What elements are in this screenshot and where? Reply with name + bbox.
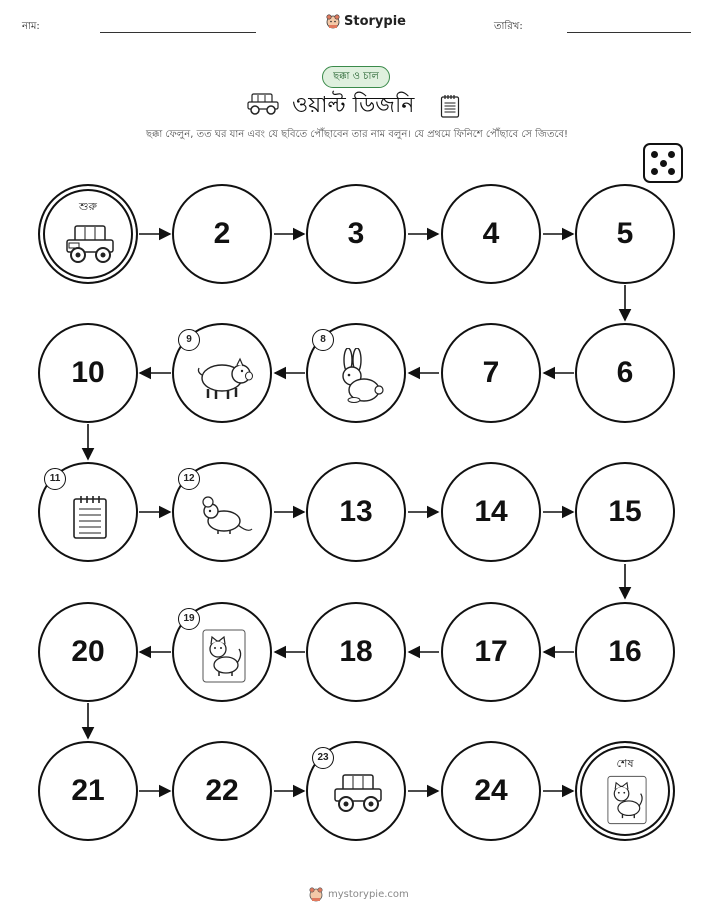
cell-number-badge: 9: [178, 329, 200, 351]
board-cell[interactable]: [441, 602, 541, 702]
cell-number-badge: 8: [312, 329, 334, 351]
brand-name: Storypie: [344, 13, 406, 29]
mouse-icon: [194, 487, 254, 543]
footer-url[interactable]: mystorypie.com: [328, 888, 409, 900]
cell-number: 17: [474, 635, 508, 668]
date-label: তারিখ:: [494, 21, 523, 32]
game-tag: ছক্কা ও চাল: [322, 66, 390, 88]
board-cell[interactable]: [441, 184, 541, 284]
board-cell-picture[interactable]: [306, 323, 406, 423]
cell-number: 4: [482, 217, 500, 250]
board-cell[interactable]: [172, 184, 272, 284]
cell-number: 18: [339, 635, 373, 668]
board-cell-start[interactable]: [38, 184, 138, 284]
cell-number-badge: 23: [312, 747, 334, 769]
cell-number: 24: [474, 774, 508, 807]
board-cell[interactable]: [575, 602, 675, 702]
cell-number: 16: [608, 635, 642, 668]
name-label: নাম:: [22, 21, 40, 32]
board-cell[interactable]: [38, 602, 138, 702]
rabbit-icon: [328, 348, 388, 404]
cell-number-badge: 19: [178, 608, 200, 630]
cell-number: 6: [616, 356, 634, 389]
board-cell[interactable]: [172, 741, 272, 841]
cell-number: 5: [616, 217, 634, 250]
cell-number: 14: [474, 495, 508, 528]
board-cell[interactable]: [575, 184, 675, 284]
cat-icon: [607, 775, 647, 825]
storypie-mascot-icon: [308, 886, 324, 902]
board-cell[interactable]: [306, 184, 406, 284]
board-cell[interactable]: [38, 741, 138, 841]
board-cell[interactable]: [38, 323, 138, 423]
footer: [308, 886, 409, 902]
notepad-icon: [72, 494, 108, 540]
board-cell[interactable]: [306, 602, 406, 702]
board-cell[interactable]: [441, 462, 541, 562]
cell-number: 10: [71, 356, 105, 389]
car-icon: [63, 222, 117, 268]
board-cell-picture[interactable]: [172, 323, 272, 423]
cell-number-badge: 12: [178, 468, 200, 490]
page-title: ওয়াল্ট ডিজনি: [292, 93, 415, 118]
cell-number: 20: [71, 635, 105, 668]
board-cell-picture[interactable]: [38, 462, 138, 562]
pig-icon: [194, 348, 254, 404]
cell-number-badge: 11: [44, 468, 66, 490]
end-label: শেষ: [616, 757, 634, 770]
cell-number: 22: [205, 774, 239, 807]
board-cell-picture[interactable]: [172, 462, 272, 562]
board-cell[interactable]: [306, 462, 406, 562]
cat-icon: [202, 629, 246, 683]
cell-number: 13: [339, 495, 373, 528]
board-cell-finish[interactable]: [575, 741, 675, 841]
board-cell[interactable]: [575, 462, 675, 562]
start-label: শুরু: [79, 200, 97, 213]
board-cell-picture[interactable]: [172, 602, 272, 702]
cell-number: 21: [71, 774, 105, 807]
board-cell[interactable]: [441, 741, 541, 841]
instructions: ছক্কা ফেলুন, তত ঘর যান এবং যে ছবিতে পৌঁছাবেন তার নাম বলুন। যে প্রথমে ফিনিশে পৌঁছাবে সে জিতবে!: [145, 129, 569, 140]
board-cell[interactable]: [575, 323, 675, 423]
cell-number: 15: [608, 495, 642, 528]
cell-number: 3: [347, 217, 365, 250]
cell-number: 2: [213, 217, 231, 250]
car-icon: [331, 771, 385, 817]
board-cell[interactable]: [441, 323, 541, 423]
cell-number: 7: [482, 356, 500, 389]
board-cell-picture[interactable]: [306, 741, 406, 841]
